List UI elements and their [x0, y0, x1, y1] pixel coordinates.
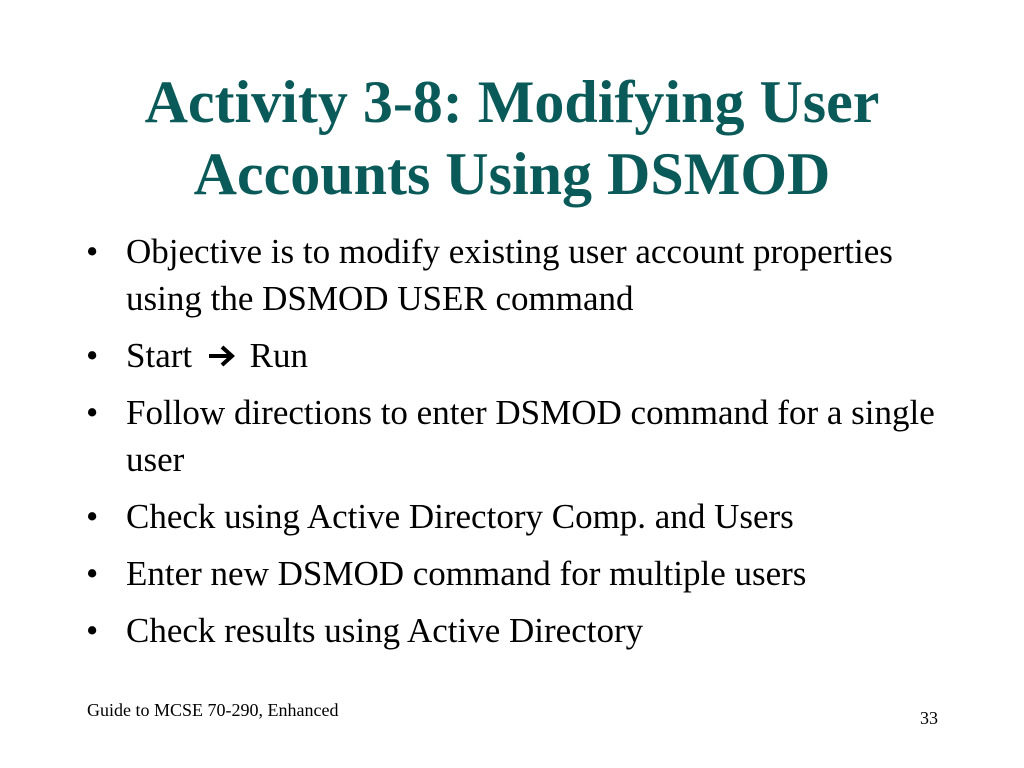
list-item	[86, 389, 946, 483]
bullet-text: Check using Active Directory Comp. and Users	[126, 497, 794, 536]
footer-text: Guide to MCSE 70-290, Enhanced	[87, 700, 339, 720]
list-item	[86, 607, 946, 654]
list-item	[86, 228, 946, 322]
title-line-2: Accounts Using DSMOD	[193, 141, 831, 207]
list-item	[86, 550, 946, 597]
right-arrow-icon	[201, 341, 241, 371]
list-item	[86, 493, 946, 540]
bullet-icon: •	[86, 611, 99, 650]
page-number: 33	[920, 708, 938, 728]
bullet-text-start: Start	[126, 336, 193, 375]
bullet-text: Check results using Active Directory	[126, 611, 644, 650]
list-item	[86, 332, 946, 379]
bullet-text: Enter new DSMOD command for multiple users	[126, 554, 807, 593]
bullet-list	[86, 228, 946, 664]
bullet-icon: •	[86, 497, 99, 536]
title-line-1: Activity 3-8: Modifying User	[144, 69, 880, 135]
bullet-text: Follow directions to enter DSMOD command for a single user	[126, 393, 935, 479]
page-title	[40, 66, 984, 210]
bullet-icon: •	[86, 393, 99, 432]
bullet-text: Objective is to modify existing user account properties using the DSMOD USER command	[126, 232, 893, 318]
bullet-icon: •	[86, 554, 99, 593]
bullet-text-run: Run	[249, 336, 308, 375]
bullet-icon: •	[86, 232, 99, 271]
bullet-icon: •	[86, 336, 99, 375]
